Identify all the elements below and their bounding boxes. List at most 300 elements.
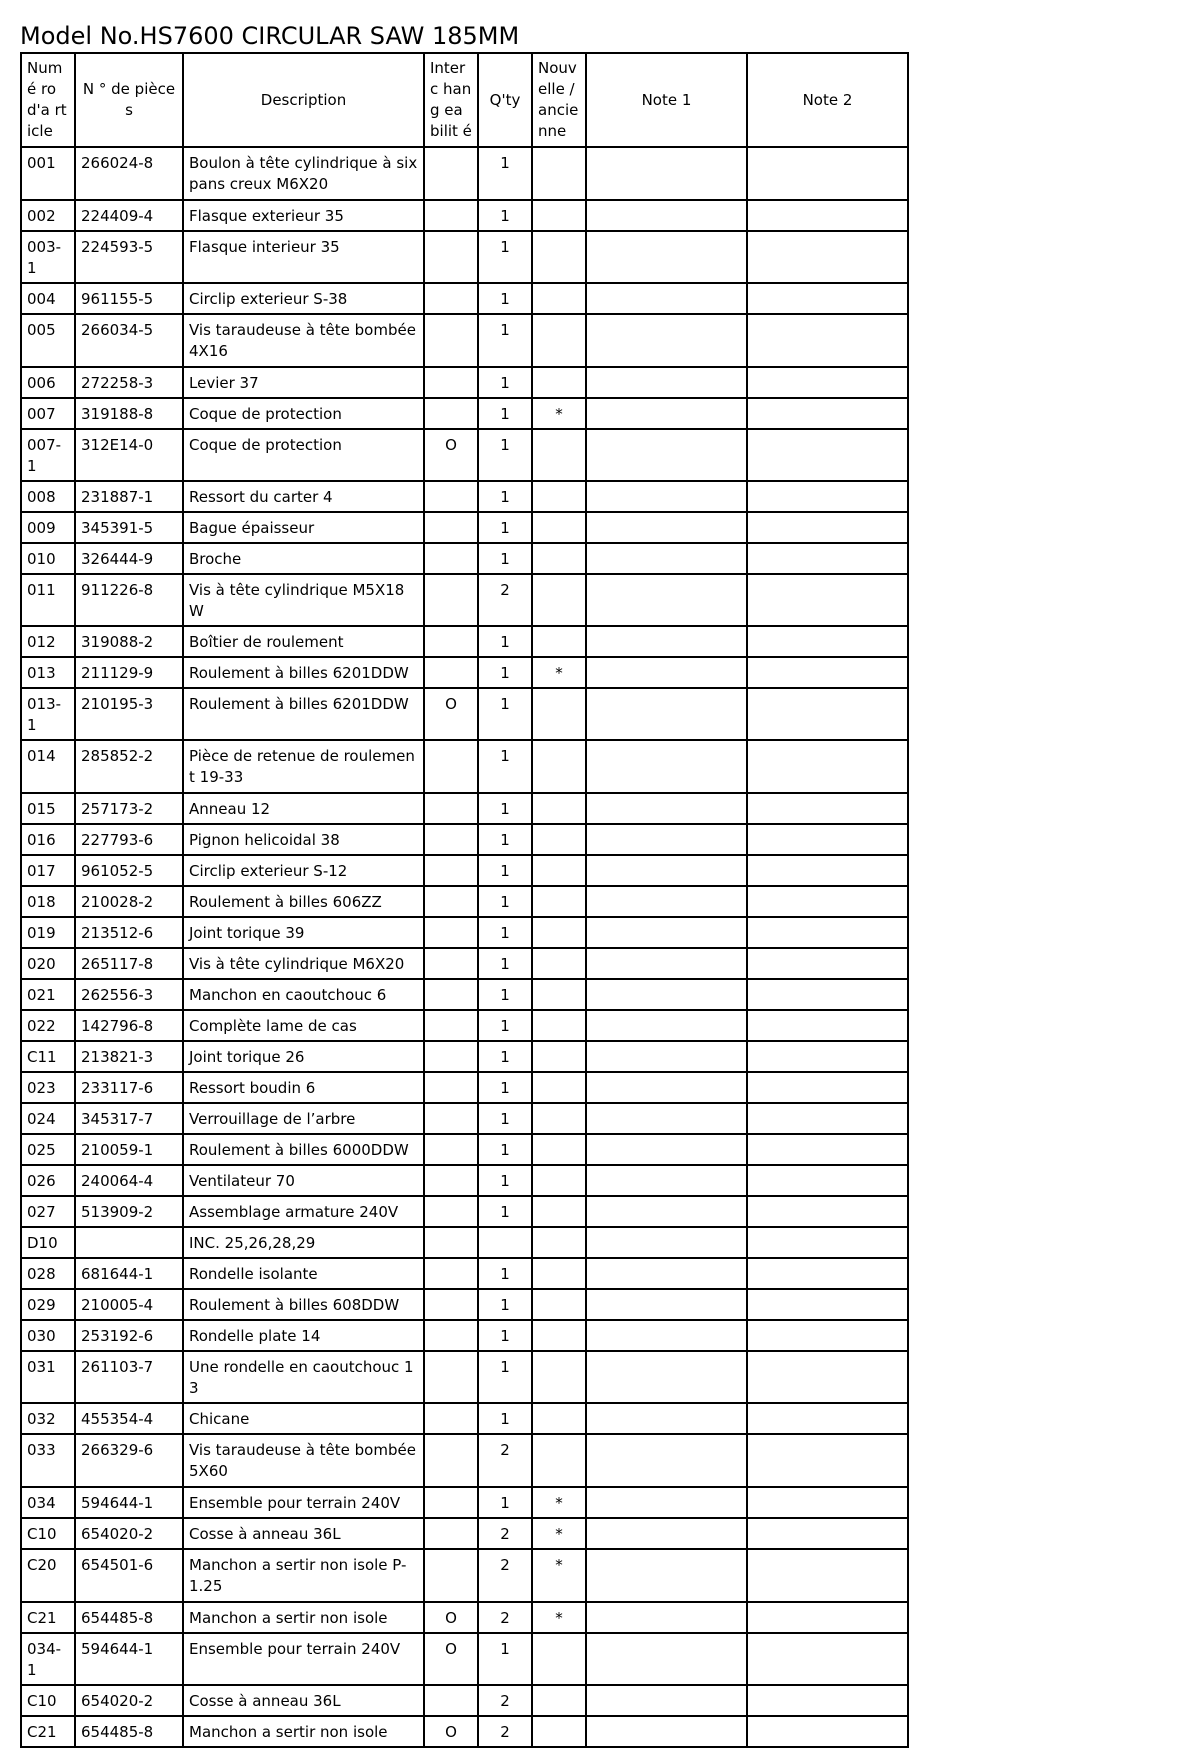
part-number-cell: 210005-4 xyxy=(75,1289,183,1320)
note-1-cell xyxy=(586,626,747,657)
note-1-cell xyxy=(586,886,747,917)
interchangeability-cell: O xyxy=(424,688,478,740)
table-row xyxy=(21,512,908,543)
item-number-cell: C21 xyxy=(21,1716,75,1747)
note-1-cell xyxy=(586,1633,747,1685)
table-row xyxy=(21,1258,908,1289)
parts-table-body xyxy=(21,147,908,1747)
item-number-cell: 024 xyxy=(21,1103,75,1134)
part-number-cell: 654020-2 xyxy=(75,1685,183,1716)
column-header-description: Description xyxy=(183,53,424,147)
quantity-cell: 1 xyxy=(478,429,532,481)
note-1-cell xyxy=(586,314,747,367)
part-number-cell: 961155-5 xyxy=(75,283,183,314)
new-old-cell xyxy=(532,1434,586,1487)
interchangeability-cell xyxy=(424,543,478,574)
quantity-cell: 1 xyxy=(478,398,532,429)
interchangeability-cell xyxy=(424,793,478,824)
new-old-cell xyxy=(532,1165,586,1196)
note-2-cell xyxy=(747,824,908,855)
item-number-cell: 019 xyxy=(21,917,75,948)
new-old-cell xyxy=(532,917,586,948)
part-number-cell: 654501-6 xyxy=(75,1549,183,1602)
table-row xyxy=(21,543,908,574)
description-cell: Ressort boudin 6 xyxy=(183,1072,424,1103)
table-row xyxy=(21,1196,908,1227)
part-number-cell: 266024-8 xyxy=(75,147,183,200)
quantity-cell: 1 xyxy=(478,1403,532,1434)
interchangeability-cell xyxy=(424,979,478,1010)
description-cell: Vis taraudeuse à tête bombée 4X16 xyxy=(183,314,424,367)
description-cell: Manchon a sertir non isole P-1.25 xyxy=(183,1549,424,1602)
note-1-cell xyxy=(586,147,747,200)
new-old-cell xyxy=(532,1633,586,1685)
item-number-cell: 020 xyxy=(21,948,75,979)
new-old-cell xyxy=(532,1685,586,1716)
note-2-cell xyxy=(747,1165,908,1196)
table-row xyxy=(21,481,908,512)
quantity-cell: 2 xyxy=(478,1716,532,1747)
note-1-cell xyxy=(586,979,747,1010)
item-number-cell: 025 xyxy=(21,1134,75,1165)
interchangeability-cell xyxy=(424,824,478,855)
table-row xyxy=(21,855,908,886)
quantity-cell: 1 xyxy=(478,1196,532,1227)
interchangeability-cell xyxy=(424,948,478,979)
part-number-cell: 210059-1 xyxy=(75,1134,183,1165)
part-number-cell: 231887-1 xyxy=(75,481,183,512)
new-old-cell xyxy=(532,1716,586,1747)
note-2-cell xyxy=(747,1010,908,1041)
note-1-cell xyxy=(586,574,747,626)
new-old-cell: * xyxy=(532,1487,586,1518)
new-old-cell xyxy=(532,429,586,481)
note-1-cell xyxy=(586,1320,747,1351)
quantity-cell: 1 xyxy=(478,512,532,543)
item-number-cell: 030 xyxy=(21,1320,75,1351)
interchangeability-cell xyxy=(424,314,478,367)
note-1-cell xyxy=(586,1487,747,1518)
interchangeability-cell xyxy=(424,917,478,948)
new-old-cell xyxy=(532,688,586,740)
quantity-cell: 1 xyxy=(478,948,532,979)
note-2-cell xyxy=(747,793,908,824)
table-row xyxy=(21,147,908,200)
quantity-cell: 1 xyxy=(478,1289,532,1320)
new-old-cell xyxy=(532,740,586,793)
quantity-cell: 1 xyxy=(478,824,532,855)
note-2-cell xyxy=(747,481,908,512)
description-cell: Vis à tête cylindrique M6X20 xyxy=(183,948,424,979)
column-header-new-old: Nouv elle / ancie nne xyxy=(532,53,586,147)
quantity-cell: 1 xyxy=(478,147,532,200)
table-row xyxy=(21,1041,908,1072)
description-cell: Roulement à billes 606ZZ xyxy=(183,886,424,917)
note-2-cell xyxy=(747,429,908,481)
interchangeability-cell xyxy=(424,1320,478,1351)
note-1-cell xyxy=(586,1351,747,1403)
note-2-cell xyxy=(747,1602,908,1633)
note-2-cell xyxy=(747,979,908,1010)
interchangeability-cell: O xyxy=(424,1602,478,1633)
new-old-cell xyxy=(532,200,586,231)
note-1-cell xyxy=(586,740,747,793)
quantity-cell: 1 xyxy=(478,543,532,574)
part-number-cell: 654485-8 xyxy=(75,1716,183,1747)
part-number-cell: 594644-1 xyxy=(75,1487,183,1518)
note-2-cell xyxy=(747,1227,908,1258)
item-number-cell: 034 xyxy=(21,1487,75,1518)
part-number-cell: 266329-6 xyxy=(75,1434,183,1487)
interchangeability-cell xyxy=(424,481,478,512)
quantity-cell: 1 xyxy=(478,793,532,824)
note-2-cell xyxy=(747,1518,908,1549)
table-row xyxy=(21,979,908,1010)
item-number-cell: 016 xyxy=(21,824,75,855)
note-2-cell xyxy=(747,1351,908,1403)
note-2-cell xyxy=(747,543,908,574)
note-1-cell xyxy=(586,1165,747,1196)
table-row xyxy=(21,429,908,481)
table-row xyxy=(21,574,908,626)
description-cell: Assemblage armature 240V xyxy=(183,1196,424,1227)
table-row xyxy=(21,1518,908,1549)
description-cell: Manchon a sertir non isole xyxy=(183,1602,424,1633)
quantity-cell: 1 xyxy=(478,855,532,886)
interchangeability-cell xyxy=(424,512,478,543)
note-2-cell xyxy=(747,1289,908,1320)
description-cell: Complète lame de cas xyxy=(183,1010,424,1041)
table-row xyxy=(21,886,908,917)
part-number-cell: 345317-7 xyxy=(75,1103,183,1134)
table-row xyxy=(21,1434,908,1487)
table-row xyxy=(21,1487,908,1518)
note-2-cell xyxy=(747,147,908,200)
table-row xyxy=(21,1549,908,1602)
item-number-cell: 031 xyxy=(21,1351,75,1403)
description-cell: INC. 25,26,28,29 xyxy=(183,1227,424,1258)
interchangeability-cell xyxy=(424,200,478,231)
item-number-cell: 001 xyxy=(21,147,75,200)
column-header-item-number: Numé ro d'a rticle xyxy=(21,53,75,147)
new-old-cell: * xyxy=(532,657,586,688)
part-number-cell: 224409-4 xyxy=(75,200,183,231)
description-cell: Boulon à tête cylindrique à six pans creux M6X20 xyxy=(183,147,424,200)
column-header-note-2: Note 2 xyxy=(747,53,908,147)
interchangeability-cell xyxy=(424,1518,478,1549)
description-cell: Cosse à anneau 36L xyxy=(183,1685,424,1716)
quantity-cell: 1 xyxy=(478,481,532,512)
new-old-cell xyxy=(532,1289,586,1320)
item-number-cell: 026 xyxy=(21,1165,75,1196)
part-number-cell: 513909-2 xyxy=(75,1196,183,1227)
new-old-cell xyxy=(532,1258,586,1289)
quantity-cell: 1 xyxy=(478,688,532,740)
description-cell: Flasque exterieur 35 xyxy=(183,200,424,231)
interchangeability-cell xyxy=(424,1134,478,1165)
quantity-cell: 1 xyxy=(478,314,532,367)
interchangeability-cell xyxy=(424,574,478,626)
note-2-cell xyxy=(747,1434,908,1487)
note-1-cell xyxy=(586,917,747,948)
item-number-cell: 018 xyxy=(21,886,75,917)
new-old-cell xyxy=(532,626,586,657)
new-old-cell xyxy=(532,367,586,398)
description-cell: Flasque interieur 35 xyxy=(183,231,424,283)
table-row xyxy=(21,793,908,824)
new-old-cell xyxy=(532,1072,586,1103)
table-row xyxy=(21,1602,908,1633)
interchangeability-cell xyxy=(424,1434,478,1487)
table-row xyxy=(21,231,908,283)
interchangeability-cell xyxy=(424,1103,478,1134)
new-old-cell xyxy=(532,824,586,855)
part-number-cell: 210028-2 xyxy=(75,886,183,917)
note-2-cell xyxy=(747,367,908,398)
quantity-cell: 1 xyxy=(478,1134,532,1165)
quantity-cell: 2 xyxy=(478,1549,532,1602)
note-2-cell xyxy=(747,1072,908,1103)
part-number-cell: 224593-5 xyxy=(75,231,183,283)
quantity-cell: 1 xyxy=(478,979,532,1010)
note-2-cell xyxy=(747,1258,908,1289)
interchangeability-cell xyxy=(424,886,478,917)
note-2-cell xyxy=(747,574,908,626)
note-2-cell xyxy=(747,1320,908,1351)
note-2-cell xyxy=(747,1103,908,1134)
interchangeability-cell xyxy=(424,1258,478,1289)
new-old-cell xyxy=(532,979,586,1010)
note-1-cell xyxy=(586,1602,747,1633)
new-old-cell xyxy=(532,1010,586,1041)
description-cell: Pièce de retenue de roulement 19-33 xyxy=(183,740,424,793)
table-row xyxy=(21,1403,908,1434)
new-old-cell xyxy=(532,283,586,314)
note-2-cell xyxy=(747,1196,908,1227)
note-1-cell xyxy=(586,1134,747,1165)
description-cell: Rondelle plate 14 xyxy=(183,1320,424,1351)
quantity-cell: 1 xyxy=(478,626,532,657)
description-cell: Bague épaisseur xyxy=(183,512,424,543)
interchangeability-cell xyxy=(424,231,478,283)
interchangeability-cell: O xyxy=(424,1716,478,1747)
item-number-cell: 033 xyxy=(21,1434,75,1487)
table-row xyxy=(21,1633,908,1685)
part-number-cell xyxy=(75,1227,183,1258)
part-number-cell: 262556-3 xyxy=(75,979,183,1010)
new-old-cell xyxy=(532,1041,586,1072)
item-number-cell: C10 xyxy=(21,1518,75,1549)
note-2-cell xyxy=(747,1685,908,1716)
new-old-cell xyxy=(532,147,586,200)
item-number-cell: D10 xyxy=(21,1227,75,1258)
part-number-cell: 233117-6 xyxy=(75,1072,183,1103)
description-cell: Joint torique 26 xyxy=(183,1041,424,1072)
description-cell: Joint torique 39 xyxy=(183,917,424,948)
description-cell: Circlip exterieur S-12 xyxy=(183,855,424,886)
note-2-cell xyxy=(747,231,908,283)
item-number-cell: 003-1 xyxy=(21,231,75,283)
note-2-cell xyxy=(747,1134,908,1165)
item-number-cell: 015 xyxy=(21,793,75,824)
part-number-cell: 272258-3 xyxy=(75,367,183,398)
quantity-cell: 1 xyxy=(478,740,532,793)
part-number-cell: 227793-6 xyxy=(75,824,183,855)
quantity-cell: 1 xyxy=(478,367,532,398)
note-2-cell xyxy=(747,948,908,979)
note-2-cell xyxy=(747,314,908,367)
description-cell: Ventilateur 70 xyxy=(183,1165,424,1196)
column-header-note-1: Note 1 xyxy=(586,53,747,147)
item-number-cell: C11 xyxy=(21,1041,75,1072)
note-1-cell xyxy=(586,1072,747,1103)
note-1-cell xyxy=(586,543,747,574)
new-old-cell xyxy=(532,314,586,367)
interchangeability-cell xyxy=(424,1549,478,1602)
note-2-cell xyxy=(747,917,908,948)
table-row xyxy=(21,1289,908,1320)
description-cell: Coque de protection xyxy=(183,429,424,481)
part-number-cell: 213821-3 xyxy=(75,1041,183,1072)
interchangeability-cell: O xyxy=(424,1633,478,1685)
interchangeability-cell xyxy=(424,1072,478,1103)
item-number-cell: 021 xyxy=(21,979,75,1010)
table-row xyxy=(21,1716,908,1747)
part-number-cell: 213512-6 xyxy=(75,917,183,948)
note-1-cell xyxy=(586,1549,747,1602)
new-old-cell xyxy=(532,1403,586,1434)
table-row xyxy=(21,1103,908,1134)
note-1-cell xyxy=(586,481,747,512)
interchangeability-cell: O xyxy=(424,429,478,481)
table-row xyxy=(21,367,908,398)
column-header-interchangeability: Interc hang eabilit é xyxy=(424,53,478,147)
quantity-cell: 2 xyxy=(478,1602,532,1633)
note-2-cell xyxy=(747,688,908,740)
interchangeability-cell xyxy=(424,1403,478,1434)
table-row xyxy=(21,688,908,740)
note-2-cell xyxy=(747,1716,908,1747)
note-2-cell xyxy=(747,512,908,543)
part-number-cell: 319188-8 xyxy=(75,398,183,429)
table-header-row xyxy=(21,53,908,147)
note-1-cell xyxy=(586,1227,747,1258)
item-number-cell: 005 xyxy=(21,314,75,367)
new-old-cell: * xyxy=(532,398,586,429)
quantity-cell: 2 xyxy=(478,1434,532,1487)
new-old-cell: * xyxy=(532,1602,586,1633)
item-number-cell: 010 xyxy=(21,543,75,574)
description-cell: Vis taraudeuse à tête bombée 5X60 xyxy=(183,1434,424,1487)
new-old-cell xyxy=(532,886,586,917)
part-number-cell: 142796-8 xyxy=(75,1010,183,1041)
table-row xyxy=(21,740,908,793)
description-cell: Roulement à billes 6000DDW xyxy=(183,1134,424,1165)
item-number-cell: 034-1 xyxy=(21,1633,75,1685)
note-1-cell xyxy=(586,231,747,283)
item-number-cell: 013 xyxy=(21,657,75,688)
column-header-quantity: Q'ty xyxy=(478,53,532,147)
table-row xyxy=(21,1134,908,1165)
table-row xyxy=(21,1227,908,1258)
description-cell: Ensemble pour terrain 240V xyxy=(183,1487,424,1518)
table-row xyxy=(21,824,908,855)
note-1-cell xyxy=(586,200,747,231)
table-row xyxy=(21,1320,908,1351)
quantity-cell: 1 xyxy=(478,200,532,231)
item-number-cell: 027 xyxy=(21,1196,75,1227)
interchangeability-cell xyxy=(424,1227,478,1258)
part-number-cell: 266034-5 xyxy=(75,314,183,367)
part-number-cell: 654485-8 xyxy=(75,1602,183,1633)
note-2-cell xyxy=(747,626,908,657)
note-1-cell xyxy=(586,1434,747,1487)
quantity-cell: 1 xyxy=(478,1320,532,1351)
interchangeability-cell xyxy=(424,283,478,314)
note-1-cell xyxy=(586,367,747,398)
interchangeability-cell xyxy=(424,1041,478,1072)
description-cell: Circlip exterieur S-38 xyxy=(183,283,424,314)
item-number-cell: 009 xyxy=(21,512,75,543)
note-2-cell xyxy=(747,855,908,886)
note-2-cell xyxy=(747,740,908,793)
note-1-cell xyxy=(586,1716,747,1747)
quantity-cell: 2 xyxy=(478,1518,532,1549)
part-number-cell: 312E14-0 xyxy=(75,429,183,481)
new-old-cell xyxy=(532,1351,586,1403)
note-1-cell xyxy=(586,429,747,481)
note-2-cell xyxy=(747,1633,908,1685)
interchangeability-cell xyxy=(424,855,478,886)
part-number-cell: 261103-7 xyxy=(75,1351,183,1403)
item-number-cell: 029 xyxy=(21,1289,75,1320)
new-old-cell xyxy=(532,1196,586,1227)
table-row xyxy=(21,1165,908,1196)
item-number-cell: 028 xyxy=(21,1258,75,1289)
part-number-cell: 455354-4 xyxy=(75,1403,183,1434)
note-1-cell xyxy=(586,1103,747,1134)
part-number-cell: 654020-2 xyxy=(75,1518,183,1549)
new-old-cell xyxy=(532,948,586,979)
item-number-cell: 007 xyxy=(21,398,75,429)
interchangeability-cell xyxy=(424,1685,478,1716)
note-2-cell xyxy=(747,1549,908,1602)
item-number-cell: C10 xyxy=(21,1685,75,1716)
interchangeability-cell xyxy=(424,740,478,793)
quantity-cell: 1 xyxy=(478,1633,532,1685)
quantity-cell: 1 xyxy=(478,657,532,688)
new-old-cell: * xyxy=(532,1518,586,1549)
description-cell: Broche xyxy=(183,543,424,574)
quantity-cell: 1 xyxy=(478,1351,532,1403)
description-cell: Manchon a sertir non isole xyxy=(183,1716,424,1747)
description-cell: Rondelle isolante xyxy=(183,1258,424,1289)
description-cell: Anneau 12 xyxy=(183,793,424,824)
description-cell: Cosse à anneau 36L xyxy=(183,1518,424,1549)
part-number-cell: 319088-2 xyxy=(75,626,183,657)
item-number-cell: 008 xyxy=(21,481,75,512)
quantity-cell: 1 xyxy=(478,1103,532,1134)
interchangeability-cell xyxy=(424,1289,478,1320)
quantity-cell: 1 xyxy=(478,1258,532,1289)
interchangeability-cell xyxy=(424,1351,478,1403)
item-number-cell: 023 xyxy=(21,1072,75,1103)
quantity-cell: 1 xyxy=(478,1165,532,1196)
note-2-cell xyxy=(747,200,908,231)
note-2-cell xyxy=(747,657,908,688)
note-1-cell xyxy=(586,1010,747,1041)
table-row xyxy=(21,283,908,314)
